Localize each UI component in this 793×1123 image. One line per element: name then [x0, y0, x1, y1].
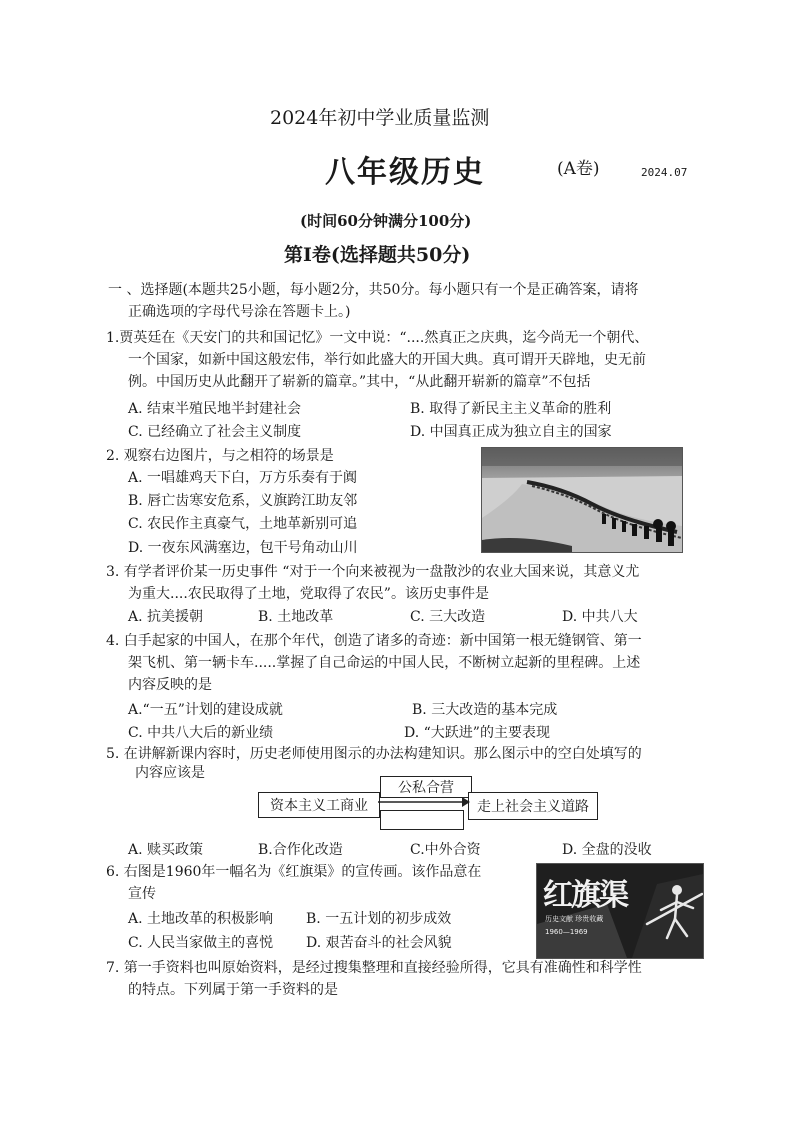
q4-stem-1: 4. 白手起家的中国人，在那个年代，创造了诸多的奇迹：新中国第一根无缝钢管、第一: [106, 633, 642, 649]
q6-option-c: C. 人民当家做主的喜悦: [128, 935, 274, 951]
q6-option-a: A. 土地改革的积极影响: [128, 911, 274, 927]
q2-stem: 2. 观察右边图片，与之相符的场景是: [106, 448, 334, 464]
time-note: (时间60分钟满分100分): [300, 212, 472, 230]
q4-stem-2: 架飞机、第一辆卡车.....掌握了自己命运的中国人民，不断树立起新的里程碑。上述: [128, 655, 641, 671]
diagram-box-right: 走上社会主义道路: [468, 792, 598, 820]
q6-stem-2: 宣传: [128, 886, 156, 902]
paper-version: (A卷): [557, 159, 600, 179]
q2-option-b: B. 唇亡齿寒安危系，义旗跨江助友邻: [128, 493, 358, 509]
q7-stem-2: 的特点。下列属于第一手资料的是: [128, 982, 338, 998]
exam-date: 2024.07: [641, 166, 688, 179]
diagram-box-left: 资本主义工商业: [258, 792, 380, 818]
q6-option-b: B. 一五计划的初步成效: [306, 911, 452, 927]
q3-option-a: A. 抗美援朝: [128, 609, 204, 625]
instructions-line-1: 一 、选择题(本题共25小题，每小题2分，共50分。每小题只有一个是正确答案，请将: [108, 282, 639, 298]
q1-stem-3: 例。中国历史从此翻开了崭新的篇章。”其中，“从此翻开崭新的篇章”不包括: [128, 374, 591, 390]
diagram-box-top: 公私合营: [380, 776, 472, 798]
q4-option-d: D. “大跃进”的主要表现: [404, 725, 550, 741]
q2-option-c: C. 农民作主真豪气，土地革新别可追: [128, 516, 358, 532]
q1-option-c: C. 已经确立了社会主义制度: [128, 424, 302, 440]
exam-title: 2024年初中学业质量监测: [270, 107, 490, 129]
q3-option-d: D. 中共八大: [562, 609, 638, 625]
poster-years: 1960—1969: [545, 928, 588, 936]
instructions-line-2: 正确选项的字母代号涂在答题卡上。): [128, 304, 351, 320]
poster-subtitle: 历史文献 珍贵收藏: [545, 915, 604, 923]
q5-option-b: B.合作化改造: [258, 842, 343, 858]
q6-stem-1: 6. 右图是1960年一幅名为《红旗渠》的宣传画。该作品意在: [106, 864, 482, 880]
poster-title: 红旗渠: [543, 878, 627, 913]
diagram-box-blank: [380, 810, 464, 830]
q4-option-b: B. 三大改造的基本完成: [412, 702, 558, 718]
q6-option-d: D. 艰苦奋斗的社会风貌: [306, 935, 452, 951]
bridge-crossing-photo: [481, 447, 683, 553]
q1-option-a: A. 结束半殖民地半封建社会: [128, 401, 302, 417]
q2-option-a: A. 一唱雄鸡天下白，万方乐奏有于阗: [128, 470, 358, 486]
subject-title: 八年级历史: [325, 155, 485, 190]
q5-option-d: D. 全盘的没收: [562, 842, 652, 858]
diagram-arrow: [376, 796, 472, 810]
q1-stem-2: 一个国家，如新中国这般宏伟，举行如此盛大的开国大典。真可谓开天辟地，史无前: [128, 352, 646, 368]
q3-option-b: B. 土地改革: [258, 609, 334, 625]
section-title: 第I卷(选择题共50分): [284, 244, 471, 266]
red-flag-canal-poster: [536, 863, 704, 959]
q1-option-b: B. 取得了新民主主义革命的胜利: [410, 401, 612, 417]
q3-stem-2: 为重大....农民取得了土地，党取得了农民”。该历史事件是: [128, 586, 489, 602]
q2-option-d: D. 一夜东风满塞边，包干号角动山川: [128, 540, 358, 556]
q4-option-c: C. 中共八大后的新业绩: [128, 725, 274, 741]
q4-option-a: A.“一五”计划的建设成就: [128, 702, 283, 718]
q3-option-c: C. 三大改造: [410, 609, 486, 625]
q5-stem-2: 内容应该是: [135, 765, 205, 781]
q1-stem-1: 1.贾英廷在《天安门的共和国记忆》一文中说：“....然真正之庆典，迄今尚无一个朝代、: [106, 330, 649, 346]
q4-stem-3: 内容反映的是: [128, 677, 212, 693]
q7-stem-1: 7. 第一手资料也叫原始资料，是经过搜集整理和直接经验所得，它具有准确性和科学性: [106, 960, 642, 976]
q5-stem-1: 5. 在讲解新课内容时，历史老师使用图示的办法构建知识。那么图示中的空白处填写的: [106, 746, 642, 762]
q3-stem-1: 3. 有学者评价某一历史事件 “对于一个向来被视为一盘散沙的农业大国来说，其意义尤: [106, 564, 640, 580]
q5-option-a: A. 赎买政策: [128, 842, 204, 858]
q1-option-d: D. 中国真正成为独立自主的国家: [410, 424, 612, 440]
q5-option-c: C.中外合资: [410, 842, 481, 858]
